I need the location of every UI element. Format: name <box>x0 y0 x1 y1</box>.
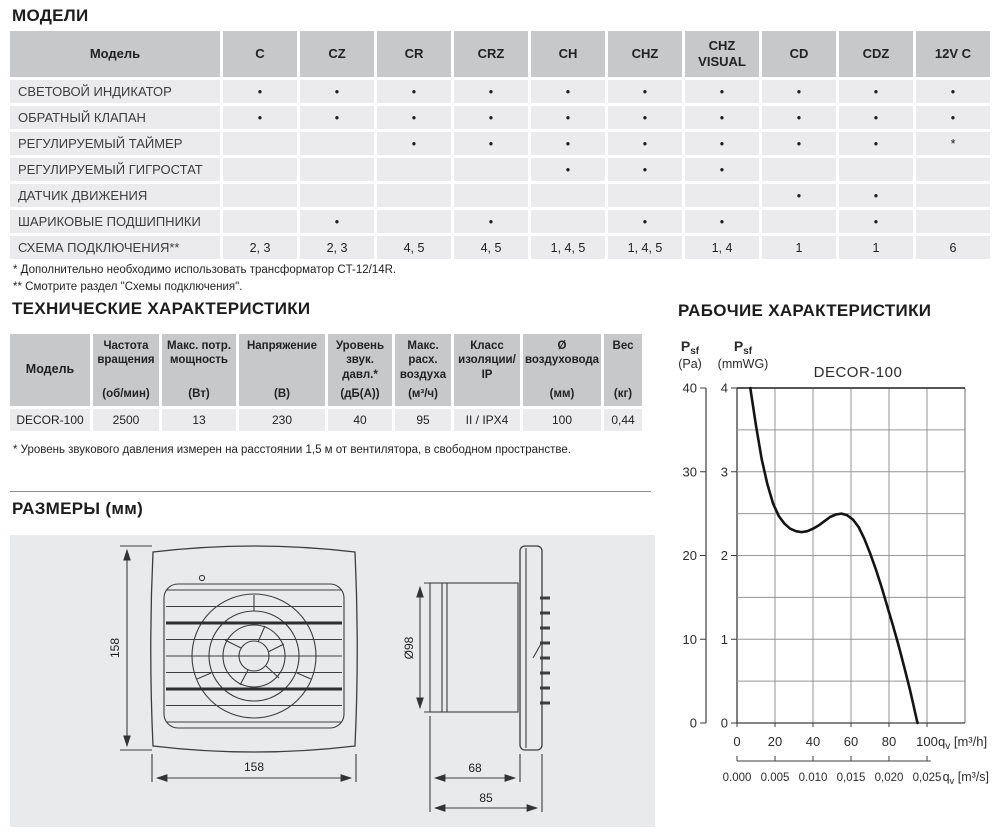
footnote-transformer: * Дополнительно необходимо использовать трансформатор CT-12/14R. <box>13 264 397 276</box>
feature-cell: • <box>454 210 528 233</box>
feature-cell: • <box>685 106 759 129</box>
feature-row-label: ДАТЧИК ДВИЖЕНИЯ <box>10 184 220 207</box>
front-view-drawing <box>90 540 382 824</box>
section-title-models: МОДЕЛИ <box>12 6 89 25</box>
feature-cell <box>531 210 605 233</box>
tech-col-header: Макс. расх. воздуха (м³/ч) <box>395 334 451 406</box>
feature-cell: 2, 3 <box>223 236 297 259</box>
tech-footnote: * Уровень звукового давления измерен на расстоянии 1,5 м от вентилятора, в свободном пространстве. <box>13 444 571 456</box>
svg-text:20: 20 <box>767 734 783 749</box>
feature-row-label: ОБРАТНЫЙ КЛАПАН <box>10 106 220 129</box>
tech-model-header: Модель <box>10 334 90 406</box>
section-title-tech: ТЕХНИЧЕСКИЕ ХАРАКТЕРИСТИКИ <box>12 299 311 318</box>
footnote-wiring: ** Смотрите раздел "Схемы подключения". <box>13 280 243 293</box>
feature-cell <box>608 184 682 207</box>
feature-cell <box>454 158 528 181</box>
feature-cell: • <box>300 80 374 103</box>
feature-cell <box>762 158 836 181</box>
tech-value: 40 <box>328 409 392 431</box>
feature-cell: 1 <box>762 236 836 259</box>
feature-cell: • <box>377 80 451 103</box>
feature-cell: • <box>839 106 913 129</box>
duct-diameter-label: Ø98 <box>402 636 416 660</box>
feature-cell: • <box>916 106 990 129</box>
tech-value: 230 <box>239 409 325 431</box>
tech-col-header: Ø воздуховода (мм) <box>523 334 601 406</box>
feature-cell: • <box>454 80 528 103</box>
feature-cell <box>300 132 374 155</box>
svg-text:60: 60 <box>843 734 859 749</box>
svg-text:40: 40 <box>805 734 821 749</box>
svg-text:0: 0 <box>689 715 697 731</box>
svg-text:10: 10 <box>682 631 697 647</box>
feature-row-label: РЕГУЛИРУЕМЫЙ ГИГРОСТАТ <box>10 158 220 181</box>
feature-cell: • <box>531 106 605 129</box>
section-title-dimensions: РАЗМЕРЫ (мм) <box>12 499 144 518</box>
feature-cell <box>839 158 913 181</box>
model-column-header: CHZ <box>608 31 682 77</box>
svg-text:qv [m³/h]: $q_v$ [m³/h] <box>938 734 988 752</box>
svg-text:0.005: 0.005 <box>760 772 790 784</box>
tech-model-value: DECOR-100 <box>10 409 90 431</box>
tech-col-header: Класс изоляции/ IP <box>454 334 520 406</box>
tech-value: 0,44 <box>604 409 642 431</box>
feature-row-label: ШАРИКОВЫЕ ПОДШИПНИКИ <box>10 210 220 233</box>
tech-col-header: Напряжение (В) <box>239 334 325 406</box>
model-column-header: 12V C <box>916 31 990 77</box>
feature-cell: • <box>300 106 374 129</box>
feature-cell: 1, 4, 5 <box>608 236 682 259</box>
feature-cell <box>300 158 374 181</box>
svg-text:DECOR-100: DECOR-100 <box>813 364 903 381</box>
feature-cell: 1 <box>839 236 913 259</box>
model-column-header: CHZ VISUAL <box>685 31 759 77</box>
feature-cell: • <box>223 80 297 103</box>
feature-cell: • <box>839 184 913 207</box>
feature-cell: • <box>454 106 528 129</box>
models-feature-table <box>10 31 990 259</box>
feature-cell: • <box>685 210 759 233</box>
feature-cell: • <box>685 80 759 103</box>
tech-value: 13 <box>162 409 236 431</box>
feature-cell: • <box>685 132 759 155</box>
feature-cell <box>531 184 605 207</box>
feature-cell: • <box>839 80 913 103</box>
svg-text:2: 2 <box>720 548 728 563</box>
feature-cell: * <box>916 132 990 155</box>
feature-cell: • <box>916 80 990 103</box>
performance-chart <box>663 325 1000 795</box>
model-column-header: CR <box>377 31 451 77</box>
feature-cell: • <box>762 80 836 103</box>
svg-text:0,025: 0,025 <box>912 772 942 784</box>
svg-text:80: 80 <box>881 734 897 749</box>
feature-cell: • <box>762 132 836 155</box>
feature-cell <box>223 184 297 207</box>
models-col-header: Модель <box>10 31 220 77</box>
tech-value: 100 <box>523 409 601 431</box>
model-column-header: CDZ <box>839 31 913 77</box>
feature-cell: • <box>762 106 836 129</box>
svg-text:(mmWG): (mmWG) <box>717 357 769 371</box>
feature-cell <box>762 210 836 233</box>
section-divider <box>10 491 651 492</box>
feature-cell <box>377 210 451 233</box>
svg-text:30: 30 <box>682 464 697 480</box>
tech-col-header: Частота вращения (об/мин) <box>93 334 159 406</box>
model-column-header: CD <box>762 31 836 77</box>
feature-cell: 1, 4, 5 <box>531 236 605 259</box>
tech-specs-table <box>10 334 642 431</box>
svg-text:0,020: 0,020 <box>874 772 904 784</box>
front-width-label: 158 <box>243 760 265 774</box>
svg-text:1: 1 <box>720 631 728 647</box>
feature-cell: 1, 4 <box>685 236 759 259</box>
tech-value: II / IPX4 <box>454 409 520 431</box>
model-column-header: CH <box>531 31 605 77</box>
svg-text:4: 4 <box>720 380 728 396</box>
feature-cell: • <box>377 106 451 129</box>
svg-text:100: 100 <box>916 734 938 749</box>
section-title-performance: РАБОЧИЕ ХАРАКТЕРИСТИКИ <box>678 301 932 320</box>
feature-cell: • <box>608 210 682 233</box>
feature-cell <box>685 184 759 207</box>
feature-row-label: СВЕТОВОЙ ИНДИКАТОР <box>10 80 220 103</box>
svg-text:3: 3 <box>720 464 728 480</box>
feature-cell <box>300 184 374 207</box>
feature-cell <box>223 158 297 181</box>
side-view-drawing <box>395 540 625 824</box>
feature-cell: • <box>608 106 682 129</box>
feature-cell <box>377 158 451 181</box>
feature-cell: • <box>531 80 605 103</box>
feature-cell <box>916 158 990 181</box>
dimensions-panel <box>10 535 655 827</box>
feature-cell: • <box>608 80 682 103</box>
feature-cell: 6 <box>916 236 990 259</box>
svg-text:20: 20 <box>682 548 697 563</box>
svg-text:40: 40 <box>682 380 697 396</box>
tech-col-header: Уровень звук. давл.* (дБ(А)) <box>328 334 392 406</box>
model-column-header: CZ <box>300 31 374 77</box>
total-depth-label: 85 <box>479 791 493 805</box>
feature-cell: • <box>223 106 297 129</box>
feature-cell: • <box>531 158 605 181</box>
svg-text:0: 0 <box>720 715 728 731</box>
feature-cell: 4, 5 <box>454 236 528 259</box>
svg-text:Psf: $P_{sf}$ <box>733 338 753 357</box>
feature-cell <box>223 210 297 233</box>
svg-text:(Pa): (Pa) <box>678 357 702 371</box>
duct-depth-label: 68 <box>468 761 482 775</box>
feature-cell: • <box>762 184 836 207</box>
feature-cell: • <box>685 158 759 181</box>
feature-cell <box>916 210 990 233</box>
feature-cell <box>454 184 528 207</box>
svg-text:0.010: 0.010 <box>798 772 828 784</box>
feature-cell <box>377 184 451 207</box>
feature-row-label: РЕГУЛИРУЕМЫЙ ТАЙМЕР <box>10 132 220 155</box>
feature-row-label: СХЕМА ПОДКЛЮЧЕНИЯ** <box>10 236 220 259</box>
models-footnotes <box>13 262 396 295</box>
front-height-label: 158 <box>108 637 122 659</box>
svg-text:0,015: 0,015 <box>836 772 866 784</box>
feature-cell: • <box>531 132 605 155</box>
feature-cell: • <box>300 210 374 233</box>
tech-col-header: Макс. потр. мощность (Вт) <box>162 334 236 406</box>
model-column-header: CRZ <box>454 31 528 77</box>
svg-text:Psf: $P_{sf}$ <box>680 338 700 357</box>
svg-text:qv [m³/s]: $q_v$ [m³/s] <box>942 770 990 787</box>
tech-value: 2500 <box>93 409 159 431</box>
feature-cell: • <box>608 158 682 181</box>
feature-cell: • <box>377 132 451 155</box>
feature-cell: 4, 5 <box>377 236 451 259</box>
feature-cell: • <box>608 132 682 155</box>
feature-cell: • <box>839 132 913 155</box>
tech-value: 95 <box>395 409 451 431</box>
svg-text:0.000: 0.000 <box>722 772 752 784</box>
feature-cell: 2, 3 <box>300 236 374 259</box>
feature-cell: • <box>454 132 528 155</box>
feature-cell <box>223 132 297 155</box>
feature-cell: • <box>839 210 913 233</box>
feature-cell <box>916 184 990 207</box>
svg-text:0: 0 <box>733 734 741 749</box>
tech-col-header: Вес (кг) <box>604 334 642 406</box>
model-column-header: C <box>223 31 297 77</box>
